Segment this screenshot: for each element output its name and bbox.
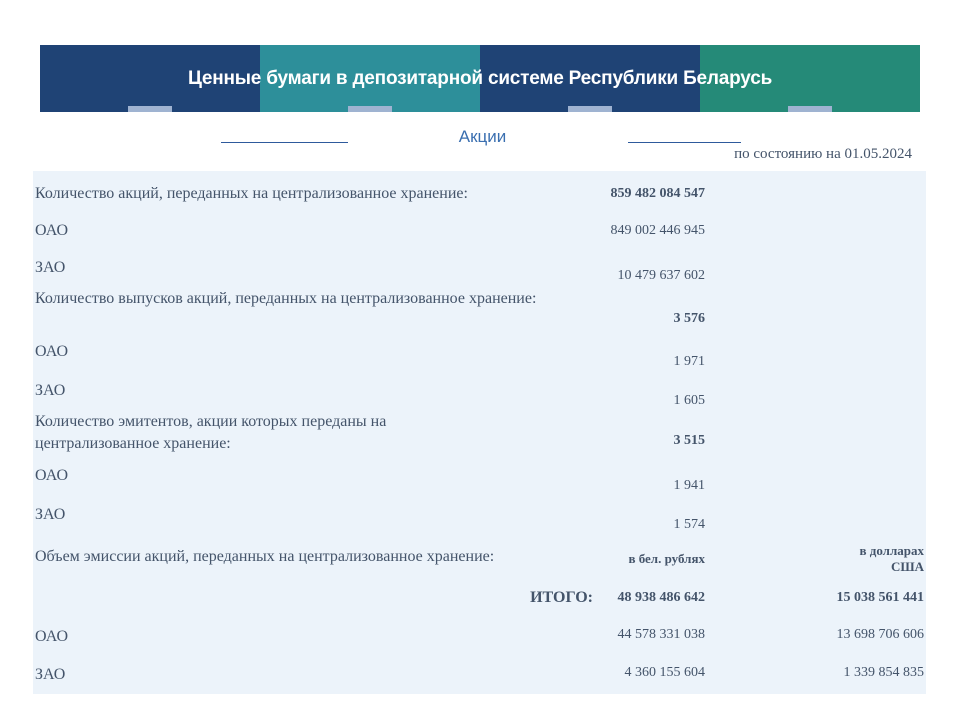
row-value-byn: 4 360 155 604 bbox=[624, 665, 705, 680]
emission-label: Объем эмиссии акций, переданных на централизованное хранение: bbox=[35, 548, 495, 565]
header-banner bbox=[40, 45, 920, 112]
row-label: ЗАО bbox=[35, 666, 66, 683]
row-label: Количество акций, переданных на централизованное хранение: bbox=[35, 185, 468, 202]
row-label: ОАО bbox=[35, 222, 69, 239]
row-label: ОАО bbox=[35, 343, 69, 360]
subtitle-rule-right bbox=[628, 142, 741, 143]
row-value: 3 515 bbox=[673, 433, 705, 448]
row-label: Количество выпусков акций, переданных на централизованное хранение: bbox=[35, 290, 537, 307]
total-usd: 15 038 561 441 bbox=[836, 590, 924, 605]
row-value: 1 971 bbox=[673, 354, 705, 369]
column-header-usd: в долларах США bbox=[859, 543, 924, 574]
row-value-byn: 44 578 331 038 bbox=[617, 627, 705, 642]
row-value: 1 574 bbox=[673, 517, 705, 532]
row-label: Количество эмитентов, акции которых переданы на централизованное хранение: bbox=[35, 413, 387, 452]
securities-table bbox=[33, 171, 926, 694]
row-value-usd: 13 698 706 606 bbox=[836, 627, 924, 642]
row-value: 1 605 bbox=[673, 393, 705, 408]
subtitle-rule-left bbox=[221, 142, 348, 143]
page-title: Ценные бумаги в депозитарной системе Республики Беларусь bbox=[187, 67, 773, 89]
row-label: ОАО bbox=[35, 467, 69, 484]
row-value: 849 002 446 945 bbox=[610, 223, 705, 238]
row-value: 859 482 084 547 bbox=[610, 186, 705, 201]
row-label: ОАО bbox=[35, 628, 69, 645]
row-value: 1 941 bbox=[673, 478, 705, 493]
total-byn: 48 938 486 642 bbox=[617, 590, 705, 605]
section-subtitle: Акции bbox=[458, 127, 507, 146]
row-label: ЗАО bbox=[35, 259, 66, 276]
as-of-date: по состоянию на 01.05.2024 bbox=[734, 146, 912, 162]
row-value: 10 479 637 602 bbox=[617, 268, 705, 283]
row-value: 3 576 bbox=[673, 311, 705, 326]
total-label: ИТОГО: bbox=[530, 589, 593, 606]
row-label: ЗАО bbox=[35, 382, 66, 399]
column-header-byn: в бел. рублях bbox=[628, 551, 705, 566]
row-label: ЗАО bbox=[35, 506, 66, 523]
row-value-usd: 1 339 854 835 bbox=[843, 665, 924, 680]
